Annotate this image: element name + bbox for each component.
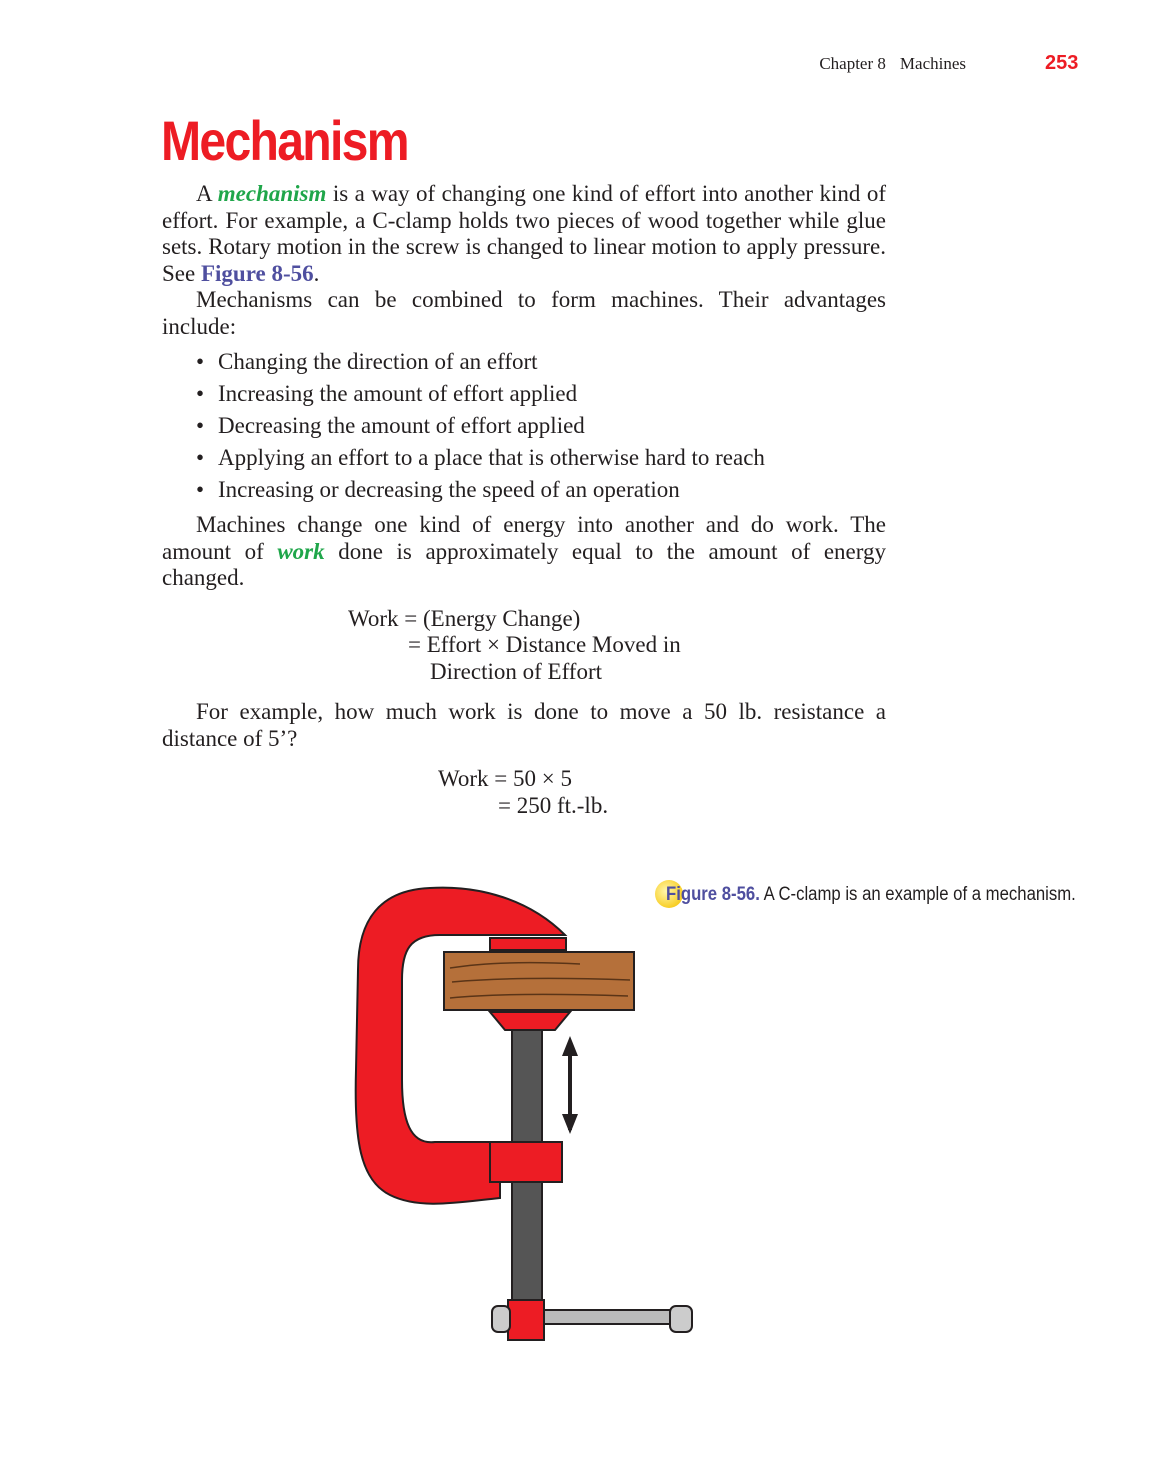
equation-line: Work = (Energy Change) — [348, 605, 581, 631]
example-equation — [162, 766, 886, 819]
paragraph: For example, how much work is done to move a 50 lb. resistance a distance of 5’? — [162, 699, 886, 751]
page-number: 253 — [1045, 52, 1079, 74]
clamp-jaw — [490, 938, 566, 950]
clamp-nut — [490, 1142, 562, 1182]
list-item: • Changing the direction of an effort — [218, 346, 886, 378]
text: Machines change one kind of energy into another and do work. The amount of — [162, 512, 886, 564]
list-item: • Applying an effort to a place that is otherwise hard to reach — [218, 442, 886, 474]
body-text — [162, 181, 886, 833]
list-item: • Increasing or decreasing the speed of an operation — [218, 474, 886, 506]
figure-label: Figure 8-56. — [666, 884, 760, 905]
text: . — [313, 260, 320, 286]
figure-caption — [666, 883, 1076, 906]
paragraph — [162, 181, 886, 287]
motion-arrow-icon — [562, 1036, 578, 1134]
section-label: Machines — [899, 54, 966, 73]
equation-line: Work = 50 × 5 — [438, 766, 572, 791]
work-equation — [162, 606, 886, 686]
list-item: • Decreasing the amount of effort applied — [218, 410, 886, 442]
equation-line: Direction of Effort — [430, 658, 603, 684]
text: done is approximately equal to the amount of energy changed. — [162, 538, 886, 590]
advantages-list — [162, 346, 886, 506]
handle — [540, 1310, 680, 1324]
equation-line: = Effort × Distance Moved in — [408, 632, 681, 657]
key-term: work — [277, 538, 325, 564]
equation-line: = 250 ft.-lb. — [498, 792, 609, 818]
text: A — [196, 181, 218, 206]
list-item: • Increasing the amount of effort applied — [218, 378, 886, 410]
paragraph — [162, 512, 886, 592]
paragraph: Mechanisms can be combined to form machines. Their advantages include: — [162, 287, 886, 339]
figure-link[interactable]: Figure 8-56 — [200, 260, 314, 286]
running-head — [819, 54, 966, 74]
chapter-label: Chapter 8 — [819, 54, 886, 73]
section-title: Mechanism — [161, 109, 408, 172]
text: is a way of changing one kind of effort into another kind of effort. For example, a C-clamp holds two pieces of wood together while glue sets. Rotary motion in the screw is changed to linear motion to apply pressure. See — [162, 181, 886, 286]
caption-text: A C-clamp is an example of a mechanism. — [759, 884, 1076, 905]
key-term: mechanism — [217, 181, 327, 206]
c-clamp-illustration — [340, 880, 710, 1350]
